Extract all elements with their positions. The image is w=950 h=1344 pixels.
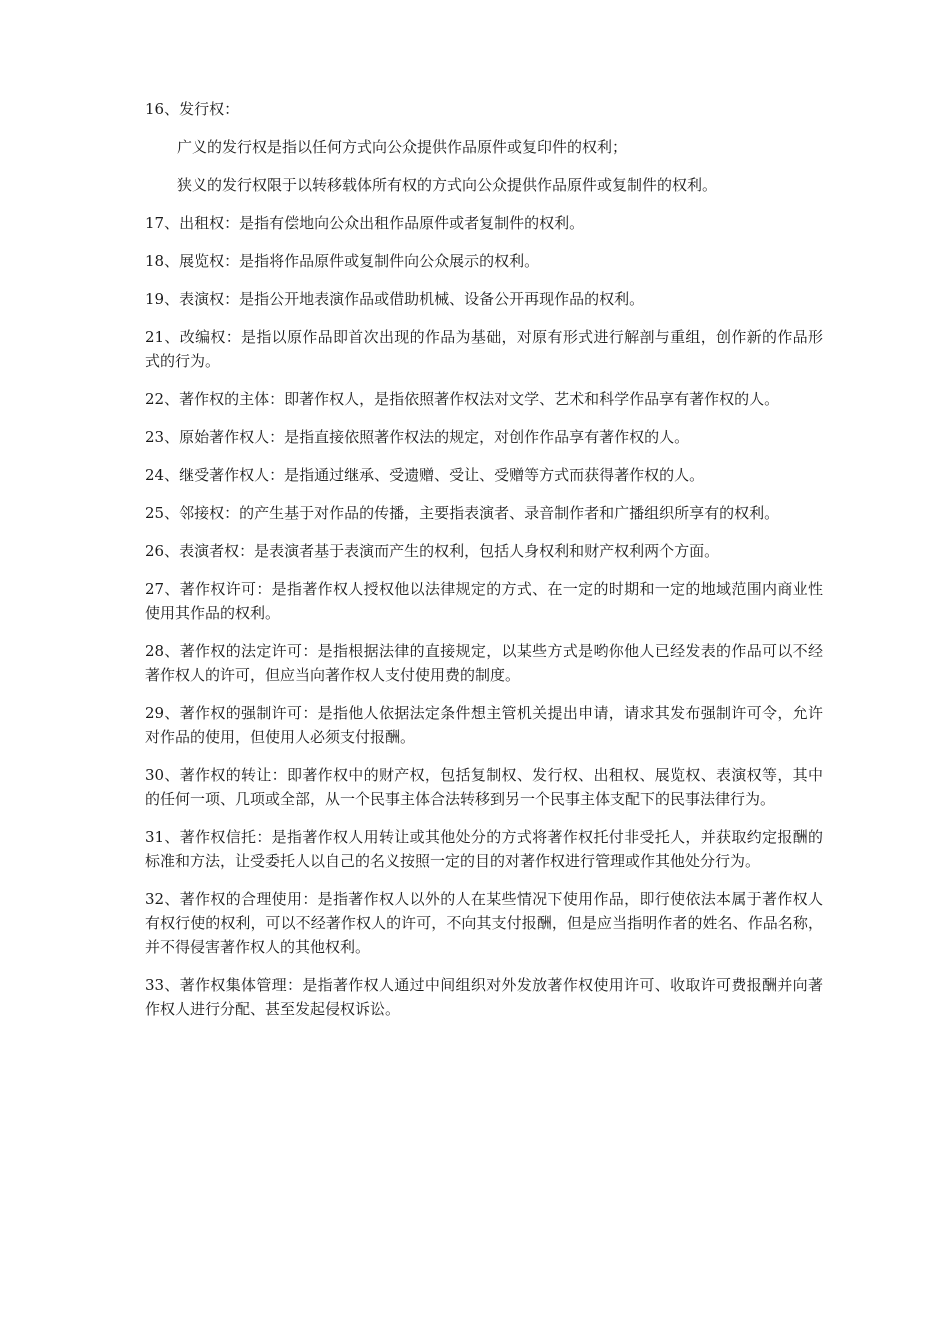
paragraph-19: 19、表演权：是指公开地表演作品或借助机械、设备公开再现作品的权利。	[145, 290, 645, 308]
paragraph-21: 21、改编权：是指以原作品即首次出现的作品为基础，对原有形式进行解剖与重组，创作新的作品形式的行为。	[145, 328, 823, 370]
paragraph-narrow-distribution: 狭义的发行权限于以转移载体所有权的方式向公众提供作品原件或复制件的权利。	[177, 176, 718, 194]
paragraph-18: 18、展览权：是指将作品原件或复制件向公众展示的权利。	[145, 252, 540, 270]
paragraph-23: 23、原始著作权人：是指直接依照著作权法的规定，对创作作品享有著作权的人。	[145, 428, 690, 446]
paragraph-24: 24、继受著作权人：是指通过继承、受遗赠、受让、受赠等方式而获得著作权的人。	[145, 466, 705, 484]
section-heading-16: 16、发行权：	[145, 100, 240, 118]
document-page	[145, 97, 823, 1035]
paragraph-22: 22、著作权的主体：即著作权人，是指依照著作权法对文学、艺术和科学作品享有著作权的人。	[145, 390, 780, 408]
paragraph-30: 30、著作权的转让：即著作权中的财产权，包括复制权、发行权、出租权、展览权、表演权等，其中的任何一项、几项或全部，从一个民事主体合法转移到另一个民事主体支配下的民事法律行为。	[145, 766, 823, 808]
paragraph-33: 33、著作权集体管理：是指著作权人通过中间组织对外发放著作权使用许可、收取许可费报酬并向著作权人进行分配、甚至发起侵权诉讼。	[145, 976, 823, 1018]
paragraph-broad-distribution: 广义的发行权是指以任何方式向公众提供作品原件或复印件的权利；	[177, 138, 628, 156]
paragraph-31: 31、著作权信托：是指著作权人用转让或其他处分的方式将著作权托付非受托人，并获取约定报酬的标准和方法，让受委托人以自己的名义按照一定的目的对著作权进行管理或作其他处分行为。	[145, 828, 823, 870]
paragraph-27: 27、著作权许可：是指著作权人授权他以法律规定的方式、在一定的时期和一定的地域范围内商业性使用其作品的权利。	[145, 580, 823, 622]
paragraph-26: 26、表演者权：是表演者基于表演而产生的权利，包括人身权利和财产权利两个方面。	[145, 542, 720, 560]
paragraph-28: 28、著作权的法定许可：是指根据法律的直接规定，以某些方式是哟你他人已经发表的作品可以不经著作权人的许可，但应当向著作权人支付使用费的制度。	[145, 642, 823, 684]
paragraph-17: 17、出租权：是指有偿地向公众出租作品原件或者复制件的权利。	[145, 214, 585, 232]
paragraph-25: 25、邻接权：的产生基于对作品的传播，主要指表演者、录音制作者和广播组织所享有的权利。	[145, 504, 780, 522]
paragraph-32: 32、著作权的合理使用：是指著作权人以外的人在某些情况下使用作品，即行使依法本属于著作权人有权行使的权利，可以不经著作权人的许可，不向其支付报酬，但是应当指明作者的姓名、作品名称，并不得侵害著作权人的其他权利。	[145, 890, 823, 956]
paragraph-29: 29、著作权的强制许可：是指他人依据法定条件想主管机关提出申请，请求其发布强制许可令，允许对作品的使用，但使用人必须支付报酬。	[145, 704, 823, 746]
